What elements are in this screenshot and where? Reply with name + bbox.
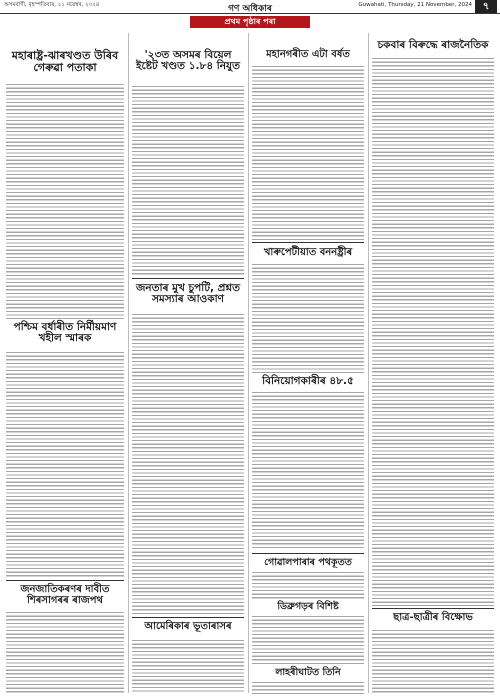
headline-mahanagari: মহানগৰীত এটা বৰ্ষত — [266, 49, 350, 60]
article-body — [372, 58, 494, 606]
headline-investor: বিনিয়োগকাৰীৰ ৪৮.৫ — [262, 375, 354, 387]
headline-chakbar: চকবাৰ বিৰুদ্ধে ৰাজনৈতিক — [377, 39, 489, 51]
divider — [372, 608, 494, 609]
article-body — [132, 640, 244, 694]
divider — [252, 242, 364, 243]
page-number: ৭ — [475, 0, 497, 13]
article-body — [132, 86, 244, 276]
headline-lahorighat: লাহৰীঘাটত তিনি — [275, 667, 341, 678]
headline-students: ছাত্ৰ-ছাত্ৰীৰ বিক্ষোভ — [393, 612, 473, 623]
headline-kharupetia: খাৰুপেটীয়াত বননষ্ট্ৰীৰ — [263, 247, 353, 258]
headline-america: আমেৰিকাৰ ভূতাৰাসৰ — [144, 621, 232, 632]
section-banner: প্ৰথম পৃষ্ঠাৰ পৰা — [190, 16, 310, 28]
article-body — [252, 392, 364, 550]
article-body — [372, 630, 494, 694]
article-body — [6, 352, 124, 578]
article-body — [252, 616, 364, 666]
headline-janatar: জনতাৰ মুখ চুপটি, প্ৰশ্নত সমস্যাৰ আওকাণ — [135, 282, 241, 306]
divider — [132, 617, 244, 618]
headline-janajati: জনজাতিকৰণৰ দাবীত শিৰসাগৰৰ ৰাজপথ — [20, 584, 110, 606]
headline-goalpara: গোৱালপাৰাৰ পথকূতত — [264, 557, 352, 568]
article-body — [252, 264, 364, 374]
article-body — [252, 66, 364, 240]
divider — [252, 553, 364, 554]
headline-maharashtra: মহাৰাষ্ট্ৰ-ঝাৰখণ্ডত উৰিব গেৰুৱা পতাকা — [11, 49, 119, 74]
header-date-right: Guwahati, Thursday, 21 November, 2024 — [358, 2, 472, 8]
divider — [6, 580, 124, 581]
divider — [132, 278, 244, 279]
masthead-logo: গণ অধিকাৰ — [228, 4, 272, 14]
headline-realestate: '২৩ত অসমৰ বিয়েল ইষ্টেট খণ্ডত ১.৮৪ নিযুত — [136, 49, 240, 73]
column-divider — [248, 33, 249, 693]
column-divider — [128, 33, 129, 693]
article-body — [6, 84, 124, 320]
article-body — [6, 612, 124, 694]
column-divider — [368, 33, 369, 693]
article-body — [132, 314, 244, 614]
headline-dibrugarh: ডিব্ৰুগড়ৰ বিশিষ্ট — [277, 601, 339, 612]
article-body — [252, 682, 364, 694]
article-body — [252, 572, 364, 600]
headline-paschim: পশ্চিম বৰ্ধাৰীত নিৰ্মীয়মাণ খহীল স্মাৰক — [13, 321, 117, 345]
page-header — [0, 0, 500, 14]
header-date-left: অসমবাণী, বৃহস্পতিবাৰ, ২১ নৱেম্বৰ, ২০২৪ — [4, 2, 100, 8]
